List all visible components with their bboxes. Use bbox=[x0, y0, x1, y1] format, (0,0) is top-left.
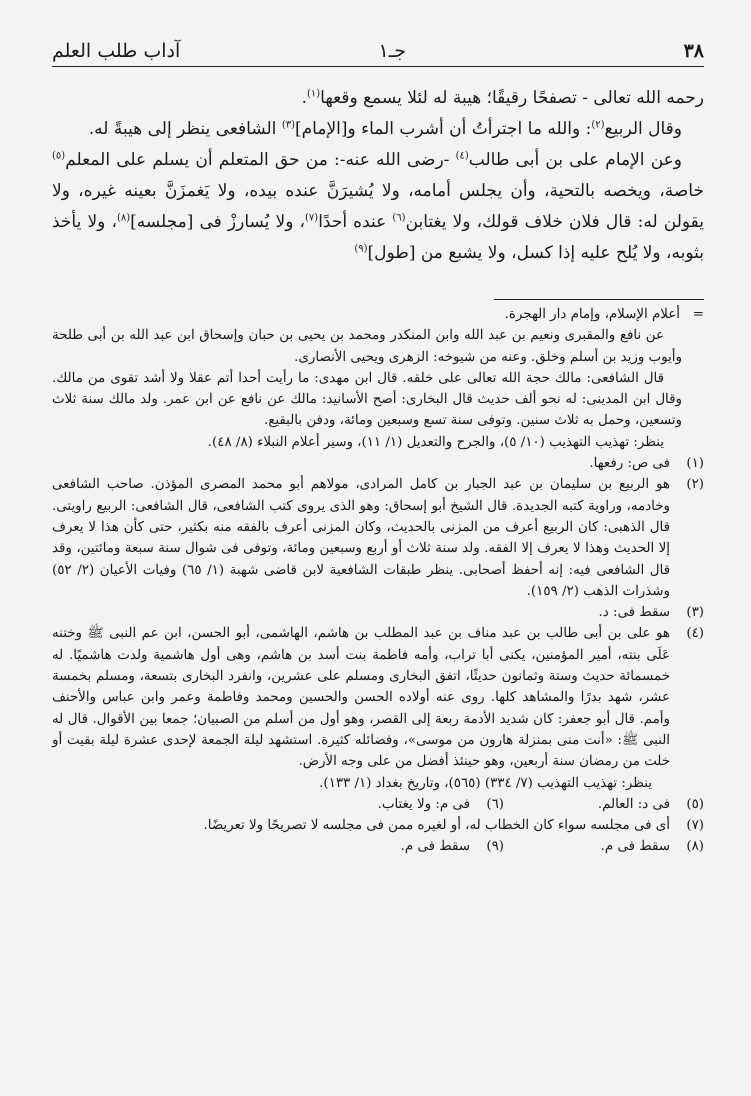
footnote-8 bbox=[504, 836, 704, 857]
footnotes bbox=[52, 304, 704, 858]
footnote-pair bbox=[52, 794, 704, 815]
footnote-ref-4: (٤) bbox=[455, 150, 469, 162]
footnote-ref-3: (٣) bbox=[281, 119, 295, 131]
continuation-text: أعلام الإسلام، وإمام دار الهجرة. bbox=[504, 307, 680, 322]
footnote-text: سقط فى م. bbox=[400, 839, 470, 855]
book-title: آداب طلب العلم bbox=[52, 40, 181, 62]
footnote-text: سقط فى: د. bbox=[598, 605, 670, 621]
volume-label: جـ١ bbox=[378, 40, 406, 62]
footnote-ref-8: (٨) bbox=[116, 212, 131, 224]
footnote-9 bbox=[401, 836, 504, 857]
continuation-paragraph: عن نافع والمقبرى ونعيم بن عبد الله وابن المنكدر ومحمد بن يحيى بن حبان وإسحاق ابن عبد الله بن أبى طلحة وأيوب وزيد بن أسلم وخلق. وعنه من شيوخه: الزهرى ويحيى الأنصارى. bbox=[52, 328, 682, 365]
footnote-4 bbox=[52, 623, 704, 793]
footnote-2 bbox=[52, 474, 704, 602]
footnote-ref-6: (٦) bbox=[392, 212, 406, 224]
footnote-ref-5: (٥) bbox=[52, 150, 66, 162]
main-paragraph-3: وعن الإمام على بن أبى طالب$^{(٤)}$ -رضى الله عنه-: من حق المتعلم أن يسلم على المعلم$^{(٥)}$ خاصة، ويخصه بالتحية، وأن يجلس أمامه، ولا يُشيرَنَّ عنده بيده، ولا يَغمزَنَّ بعينه غيره، ولا يقولن له: قال فلان خلاف قولك، ولا يغتابن$^{(٦)}$ عنده أحدًا$^{(٧)}$، ولا يُسارزْ فى [مجلسه]$^{(٨)}$، ولا يأخذ بثوبه، ولا يُلح عليه إذا كسل، ولا يشبع من [طول]$^{(٩)}$ bbox=[52, 150, 704, 263]
page-content bbox=[52, 30, 704, 858]
footnote-number: (٦) bbox=[486, 796, 504, 812]
footnote-text: هو على بن أبى طالب بن عبد مناف بن عبد المطلب بن هاشم، الهاشمى، أبو الحسن، ابن عم النبى ﷺ وختنه عَلَى بنته، أمير المؤمنين، يكنى أبا تراب، وأمه فاطمة بنت أسد بن هاشم، وهى أول هاشمية ولدت هاشميًا. له خمسمائة حديث وستة وثمانون حديثًا، اتفق البخارى ومسلم على عشرين، وانفرد البخارى بتسعة، ومسلم بخمسة عشر، شهد بدرًا والمشاهد كلها. روى عنه أولاده الحسن والحسين ومحمد وفاطمة وعمر وابن عباس والأحنف وأمم. قال أبو جعفر: كان شديد الأدمة ربعة إلى القصر، وهو أول من أسلم من الصبيان؛ جمعا بين الأقوال. قال له النبى ﷺ: «أنت منى بمنزلة هارون من موسى»، وفضائله كثيرة. استشهد ليلة الجمعة لإحدى عشرة ليلة بقيت أو خلت من رمضان سنة أربعين، وهو حينئذ أفضل من على وجه الأرض. bbox=[52, 626, 670, 770]
footnote-number: (٧) bbox=[686, 818, 704, 834]
footnote-continuation bbox=[52, 304, 704, 325]
footnote-ref-9: (٩) bbox=[354, 243, 368, 255]
footnote-text: فى د: العالم. bbox=[597, 796, 670, 812]
footnote-text: فى م: ولا يغتاب. bbox=[377, 796, 470, 812]
continuation-paragraph: قال الشافعى: مالك حجة الله تعالى على خلقه. قال ابن مهدى: ما رأيت أحدا أتم عقلا ولا أشد تقوى من مالك. وقال ابن المدينى: له نحو ألف حديث قال البخارى: أصح الأسانيد: مالك عن نافع عن ابن عمر. ولد مالك سنة ثلاث وتسعين، وحمل به ثلاث سنين. وتوفى سنة تسع وسبعين ومائة، ودفن بالبقيع. bbox=[52, 370, 682, 429]
continuation-mark: = bbox=[692, 307, 704, 322]
main-paragraph-2: وقال الربيع$^{(٢)}$: والله ما اجترأتُ أن أشرب الماء و[الإمام]$^{(٣)}$ الشافعى ينظر إلى هيبةً له. bbox=[88, 119, 682, 139]
footnote-1 bbox=[52, 453, 704, 474]
footnote-pair bbox=[52, 836, 704, 857]
main-paragraph-1: رحمه الله تعالى - تصفحًا رقيقًا؛ هيبة له لئلا يسمع وقعها$^{(١)}$. bbox=[301, 88, 704, 108]
footnote-6 bbox=[378, 794, 504, 815]
footnote-ref-1: (١) bbox=[306, 88, 321, 100]
footnote-reference: ينظر: تهذيب التهذيب (٧/ ٣٣٤) (٥٦٥)، وتاريخ بغداد (١/ ١٣٣). bbox=[319, 775, 652, 791]
footnote-separator bbox=[494, 299, 704, 300]
footnote-text: هو الربيع بن سليمان بن عبد الجبار بن كامل المرادى، مولاهم أبو محمد المصرى المؤذن. صاحب الشافعى وخادمه، وراوية كتبه الجديدة. قال الشيخ أبو إسحاق: وهو الذى يروى كتب الشافعى، قال الشافعى: الربيع راويتى. قال الذهبى: كان الربيع أعرف من المزنى بالحديث، وكان المزنى أعرف بالفقه منه بكثير، حتى كأن هذا لا يعرف إلا الحديث وهذا لا يعرف إلا الفقه. ولد سنة ثلاث أو أربع وسبعين ومائة، وتوفى فى شوال سنة سبعة ومائتين، وقد قال الشافعى فيه: إنه أحفظ أصحابى. ينظر طبقات الشافعية لابن قاضى شهبة (١/ ٦٥) وفيات الأعيان (٢/ ٥٢) وشذرات الذهب (٢/ ١٥٩). bbox=[52, 477, 670, 599]
running-header bbox=[52, 30, 704, 67]
page-number: ٣٨ bbox=[683, 40, 704, 62]
footnote-7 bbox=[52, 815, 704, 836]
footnote-number: (٩) bbox=[486, 839, 504, 855]
footnote-5 bbox=[504, 794, 704, 815]
footnote-number: (١) bbox=[686, 456, 704, 472]
footnote-text: أى فى مجلسه سواء كان الخطاب له، أو لغيره ممن فى مجلسه لا تصريحًا ولا تعريضًا. bbox=[203, 818, 670, 834]
footnote-ref-7: (٧) bbox=[305, 212, 319, 224]
footnote-number: (٤) bbox=[686, 626, 704, 642]
footnote-ref-2: (٢) bbox=[591, 119, 605, 131]
continuation-reference: ينظر: تهذيب التهذيب (١٠/ ٥)، والجرح والتعديل (١/ ١١)، وسير أعلام النبلاء (٨/ ٤٨). bbox=[207, 434, 664, 450]
footnote-text: سقط فى م. bbox=[600, 839, 670, 855]
footnote-number: (٨) bbox=[686, 839, 704, 855]
continuation-body bbox=[52, 325, 704, 453]
footnote-3 bbox=[52, 602, 704, 623]
footnote-number: (٢) bbox=[686, 477, 704, 493]
footnote-number: (٣) bbox=[686, 605, 704, 621]
main-text bbox=[52, 83, 704, 269]
footnote-text: فى ص: رفعها. bbox=[589, 456, 670, 472]
footnote-number: (٥) bbox=[686, 796, 704, 812]
